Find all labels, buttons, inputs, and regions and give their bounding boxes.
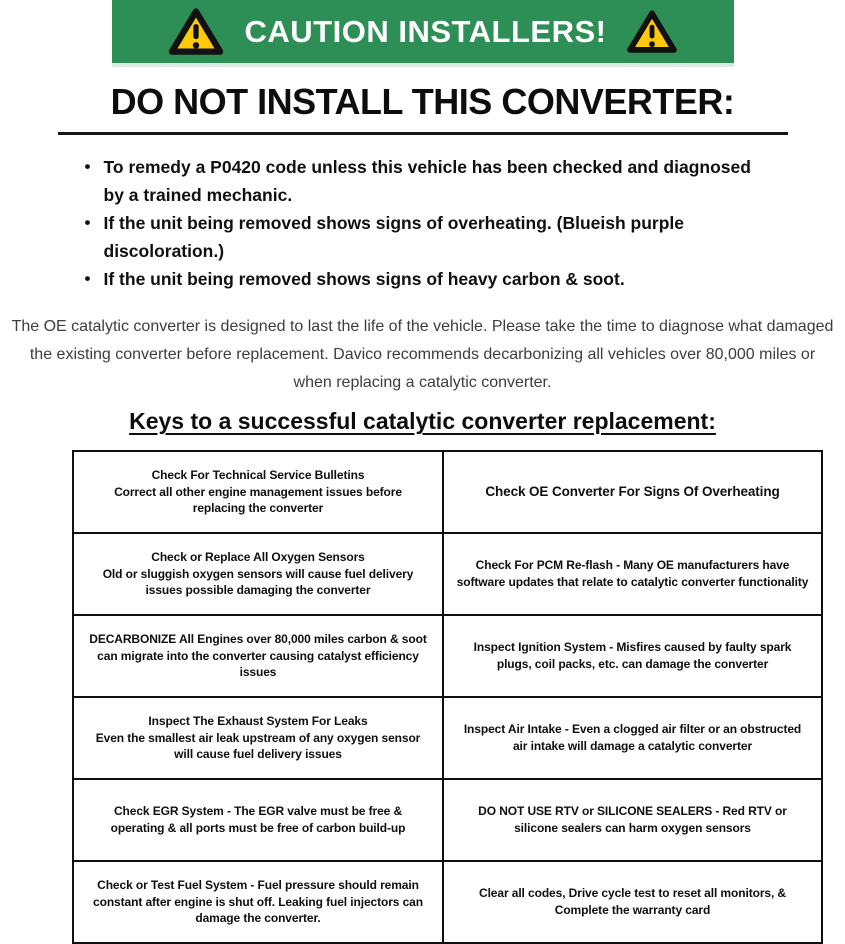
table-row [73, 697, 822, 779]
keys-heading: Keys to a successful catalytic converter replacement: [129, 408, 716, 434]
cell-body: Check EGR System - The EGR valve must be free & operating & all ports must be free of carbon build-up [110, 804, 406, 835]
cell-body: Inspect Air Intake - Even a clogged air filter or an obstructed air intake will damage a catalytic converter [463, 722, 802, 753]
intro-paragraph: The OE catalytic converter is designed to last the life of the vehicle. Please take the time to diagnose what damaged the existing converter before replacement. Davico recommends decarbonizing all vehicles over 80,000 miles or when replacing a catalytic converter. [11, 318, 834, 391]
divider-line [58, 132, 788, 135]
warning-triangle-icon [167, 7, 225, 57]
cell-body: Check For PCM Re-flash - Many OE manufacturers have software updates that relate to catalytic converter functionality [456, 558, 809, 589]
cell-body: Inspect Ignition System - Misfires caused by faulty spark plugs, coil packs, etc. can damage the converter [473, 640, 792, 671]
cell-title: Check or Replace All Oxygen Sensors [151, 549, 365, 564]
table-cell [443, 451, 822, 533]
table-cell [73, 615, 443, 697]
warning-item: • If the unit being removed shows signs of overheating. (Blueish purple discoloration.) [78, 209, 768, 265]
banner-title: CAUTION INSTALLERS! [244, 13, 607, 49]
caution-banner [112, 0, 734, 67]
cell-title: Check For Technical Service Bulletins [151, 467, 365, 482]
warning-list [78, 153, 768, 293]
cell-body: Check or Test Fuel System - Fuel pressure should remain constant after engine is shut off. Leaking fuel injectors can damage the converter. [93, 877, 423, 926]
table-row [73, 451, 822, 533]
table-cell [73, 451, 443, 533]
table-cell [73, 861, 443, 943]
table-cell [73, 779, 443, 861]
table-cell [443, 697, 822, 779]
cell-body: DO NOT USE RTV or SILICONE SEALERS - Red RTV or silicone sealers can harm oxygen sensors [478, 804, 787, 835]
table-cell [73, 697, 443, 779]
table-row [73, 861, 822, 943]
table-cell [443, 779, 822, 861]
cell-body: Old or sluggish oxygen sensors will cause fuel delivery issues possible damaging the converter [102, 566, 414, 598]
cell-title: Inspect The Exhaust System For Leaks [148, 713, 368, 728]
table-cell [443, 615, 822, 697]
cell-body: DECARBONIZE All Engines over 80,000 miles carbon & soot can migrate into the converter causing catalyst efficiency issues [89, 631, 427, 680]
table-cell [443, 861, 822, 943]
page-title: DO NOT INSTALL THIS CONVERTER: [110, 81, 735, 122]
warning-item: • To remedy a P0420 code unless this vehicle has been checked and diagnosed by a trained mechanic. [78, 153, 768, 209]
table-row [73, 779, 822, 861]
cell-body: Even the smallest air leak upstream of any oxygen sensor will cause fuel delivery issues [95, 730, 421, 762]
cell-body: Correct all other engine management issues before replacing the converter [114, 484, 402, 516]
warning-item: • If the unit being removed shows signs of heavy carbon & soot. [78, 265, 768, 293]
keys-table [72, 450, 823, 944]
cell-title: Check OE Converter For Signs Of Overheating [485, 483, 780, 499]
table-cell [443, 533, 822, 615]
warning-triangle-icon [626, 9, 678, 55]
cell-body: Clear all codes, Drive cycle test to reset all monitors, & Complete the warranty card [479, 886, 786, 917]
table-cell [73, 533, 443, 615]
table-row [73, 615, 822, 697]
table-row [73, 533, 822, 615]
